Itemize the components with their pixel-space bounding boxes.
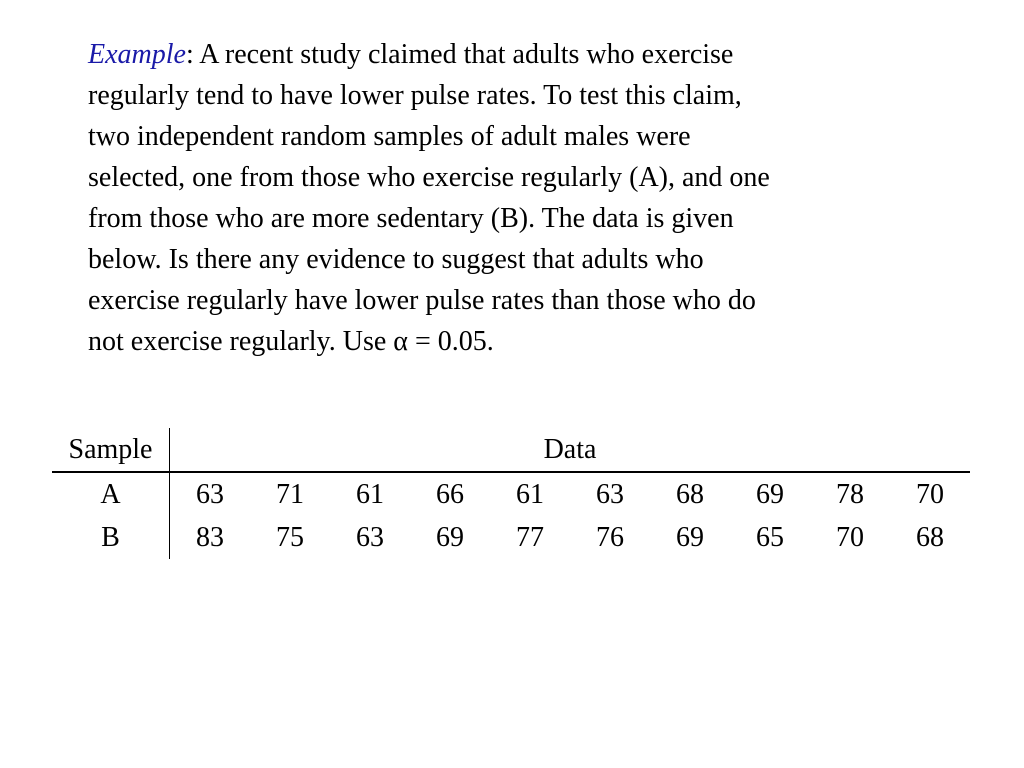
table-cell: 70: [916, 479, 944, 510]
sample-label-b: B: [52, 516, 170, 559]
problem-statement: [88, 34, 968, 362]
example-label: Example: [88, 39, 186, 70]
table-cell: 66: [436, 479, 464, 510]
table-cell: 68: [676, 479, 704, 510]
problem-line-7: exercise regularly have lower pulse rates than those who do: [88, 285, 756, 316]
problem-line-4: selected, one from those who exercise regularly (A), and one: [88, 162, 770, 193]
problem-line-3: two independent random samples of adult males were: [88, 121, 691, 152]
table-cell: 61: [516, 479, 544, 510]
table-cell: 61: [356, 479, 384, 510]
table-cell: 70: [836, 522, 864, 553]
table-cell: 76: [596, 522, 624, 553]
table-cell: 63: [596, 479, 624, 510]
problem-line-8: not exercise regularly. Use α = 0.05.: [88, 326, 494, 357]
table-cell: 83: [196, 522, 224, 553]
sample-label-a: A: [52, 472, 170, 516]
problem-line-1: [88, 34, 968, 75]
table-cell: 69: [676, 522, 704, 553]
problem-line-6: below. Is there any evidence to suggest that adults who: [88, 244, 704, 275]
table-cell: 77: [516, 522, 544, 553]
table-cell: 69: [436, 522, 464, 553]
table-cell: 75: [276, 522, 304, 553]
table-row-a: [52, 472, 970, 516]
table-cell: 63: [196, 479, 224, 510]
pulse-data-table: [52, 428, 970, 559]
sample-header: Sample: [52, 428, 170, 472]
table-cell: 78: [836, 479, 864, 510]
table-cell: 65: [756, 522, 784, 553]
table-cell: 71: [276, 479, 304, 510]
table-header-row: [52, 428, 970, 472]
table-cell: 63: [356, 522, 384, 553]
data-table-container: [52, 428, 970, 559]
problem-line-5: from those who are more sedentary (B). The data is given: [88, 203, 734, 234]
table-cell: 69: [756, 479, 784, 510]
data-header: Data: [170, 428, 971, 472]
problem-line-1-text: : A recent study claimed that adults who exercise: [185, 39, 734, 70]
table-row-b: [52, 516, 970, 559]
table-cell: 68: [916, 522, 944, 553]
problem-line-2: regularly tend to have lower pulse rates. To test this claim,: [88, 80, 742, 111]
